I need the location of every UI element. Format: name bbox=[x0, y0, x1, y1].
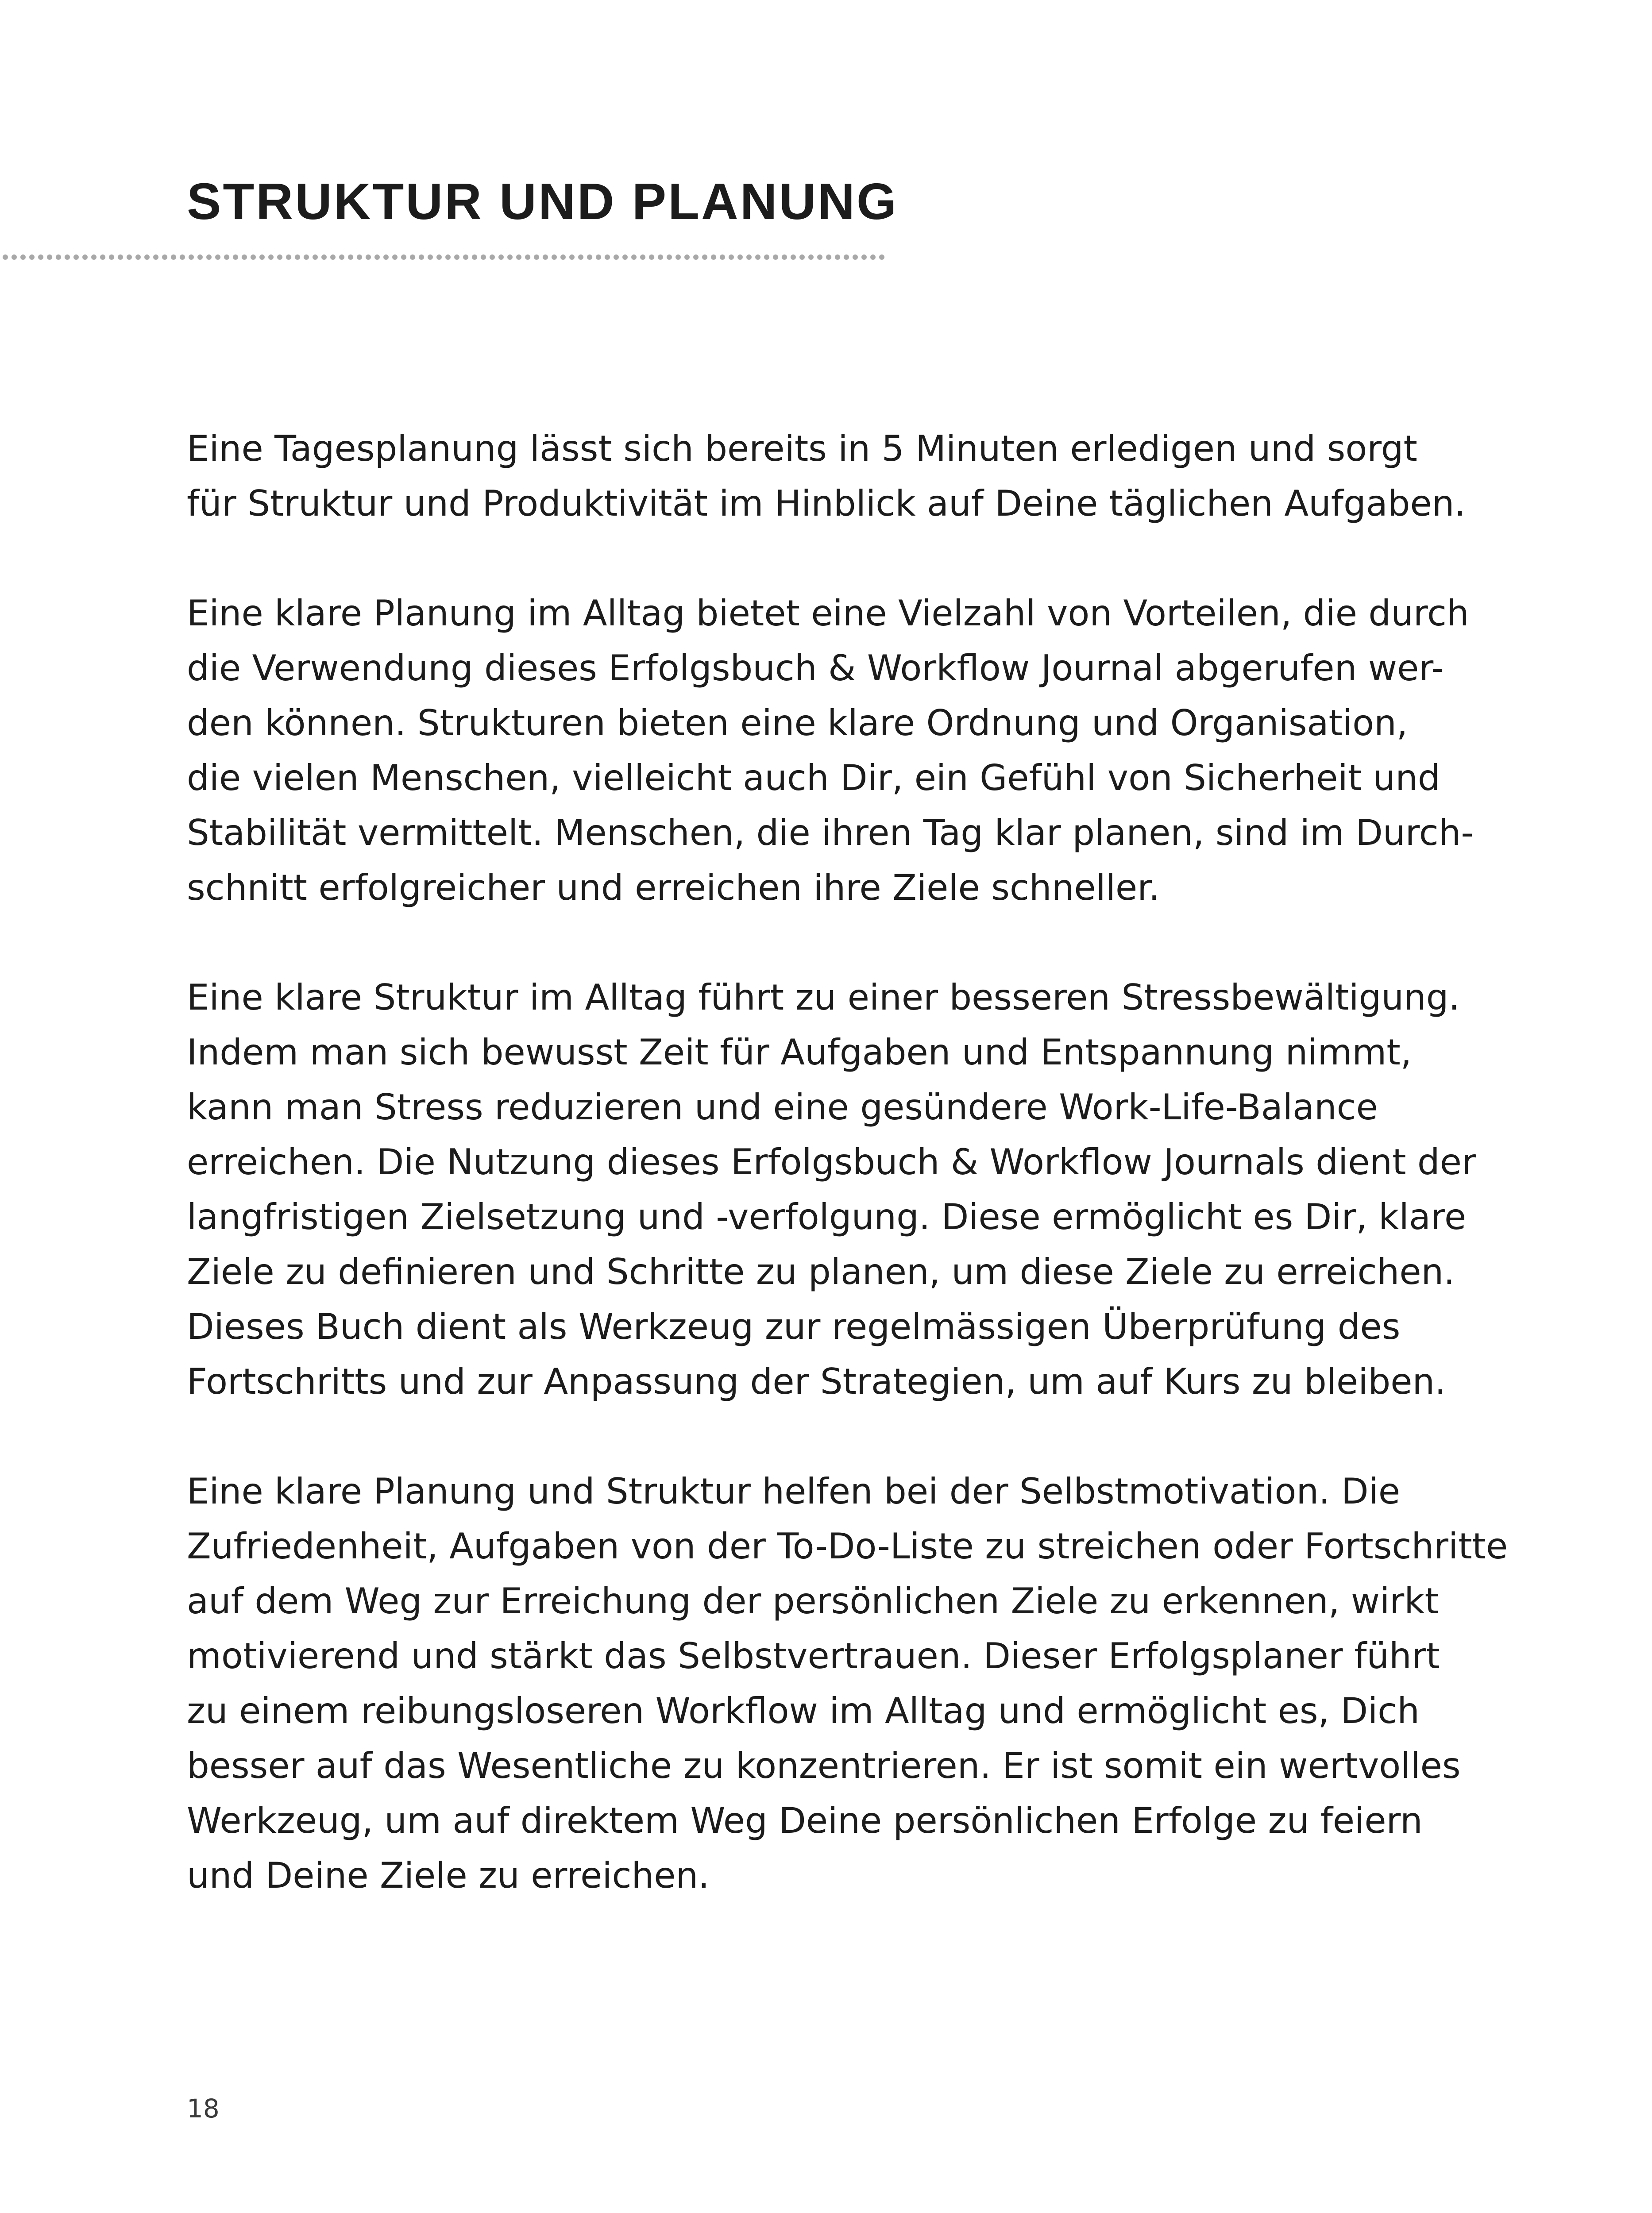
text-line: besser auf das Wesentliche zu konzentrieren. Er ist somit ein wertvolles bbox=[187, 1745, 1461, 1786]
text-line: Indem man sich bewusst Zeit für Aufgaben und Entspannung nimmt, bbox=[187, 1032, 1412, 1073]
text-line: die Verwendung dieses Erfolgsbuch & Workflow Journal abgerufen wer- bbox=[187, 648, 1444, 689]
text-line: und Deine Ziele zu erreichen. bbox=[187, 1855, 710, 1896]
paragraph bbox=[187, 421, 1515, 531]
text-line: motivierend und stärkt das Selbstvertrauen. Dieser Erfolgsplaner führt bbox=[187, 1635, 1440, 1677]
text-line: Stabilität vermittelt. Menschen, die ihren Tag klar planen, sind im Durch- bbox=[187, 812, 1474, 853]
text-line: auf dem Weg zur Erreichung der persönlichen Ziele zu erkennen, wirkt bbox=[187, 1581, 1439, 1622]
text-line: Dieses Buch dient als Werkzeug zur regelmässigen Überprüfung des bbox=[187, 1306, 1401, 1347]
text-line: Fortschritts und zur Anpassung der Strategien, um auf Kurs zu bleiben. bbox=[187, 1361, 1446, 1402]
paragraph bbox=[187, 1464, 1515, 1903]
dotted-divider bbox=[0, 254, 886, 260]
text-line: Eine klare Planung und Struktur helfen bei der Selbstmotivation. Die bbox=[187, 1471, 1401, 1512]
text-line: kann man Stress reduzieren und eine gesündere Work-Life-Balance bbox=[187, 1087, 1378, 1128]
text-line: Werkzeug, um auf direktem Weg Deine persönlichen Erfolge zu feiern bbox=[187, 1800, 1423, 1841]
page-title: STRUKTUR UND PLANUNG bbox=[187, 173, 899, 230]
text-line: für Struktur und Produktivität im Hinblick auf Deine täglichen Aufgaben. bbox=[187, 483, 1466, 524]
text-line: Zufriedenheit, Aufgaben von der To-Do-Liste zu streichen oder Fortschritte bbox=[187, 1526, 1508, 1567]
page-number: 18 bbox=[187, 2093, 220, 2124]
body-text bbox=[187, 421, 1515, 1958]
text-line: zu einem reibungsloseren Workflow im Alltag und ermöglicht es, Dich bbox=[187, 1690, 1420, 1731]
text-line: schnitt erfolgreicher und erreichen ihre Ziele schneller. bbox=[187, 867, 1160, 908]
text-line: Eine Tagesplanung lässt sich bereits in 5 Minuten erledigen und sorgt bbox=[187, 428, 1417, 469]
text-line: Eine klare Struktur im Alltag führt zu einer besseren Stressbewältigung. bbox=[187, 977, 1460, 1018]
text-line: die vielen Menschen, vielleicht auch Dir, ein Gefühl von Sicherheit und bbox=[187, 757, 1440, 798]
text-line: den können. Strukturen bieten eine klare Ordnung und Organisation, bbox=[187, 702, 1408, 744]
paragraph bbox=[187, 970, 1515, 1409]
text-line: Eine klare Planung im Alltag bietet eine Vielzahl von Vorteilen, die durch bbox=[187, 593, 1469, 634]
text-line: langfristigen Zielsetzung und -verfolgung. Diese ermöglicht es Dir, klare bbox=[187, 1196, 1467, 1238]
paragraph bbox=[187, 586, 1515, 915]
text-line: Ziele zu definieren und Schritte zu planen, um diese Ziele zu erreichen. bbox=[187, 1251, 1455, 1292]
text-line: erreichen. Die Nutzung dieses Erfolgsbuch & Workflow Journals dient der bbox=[187, 1141, 1476, 1183]
